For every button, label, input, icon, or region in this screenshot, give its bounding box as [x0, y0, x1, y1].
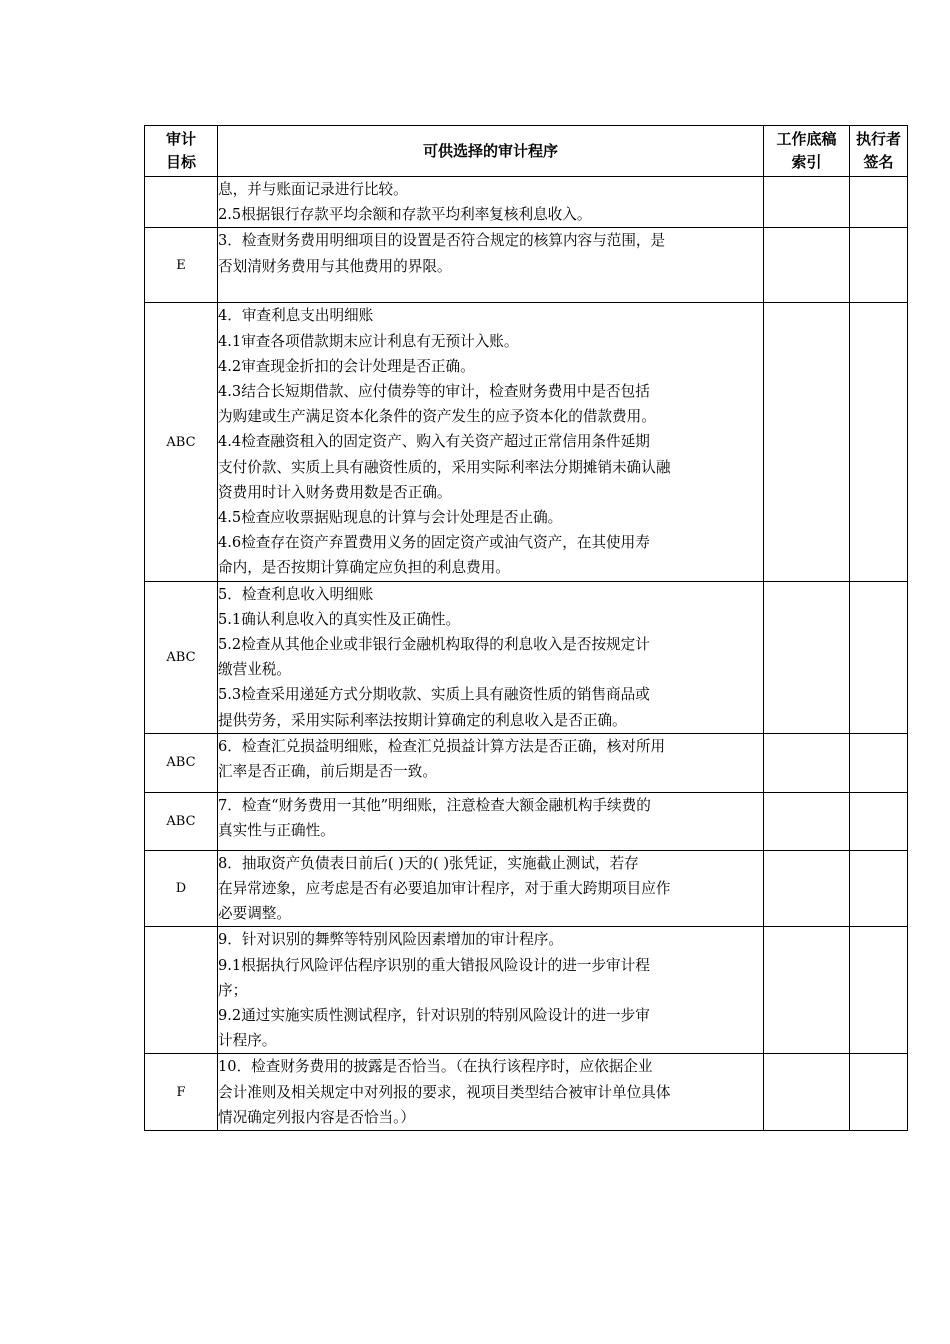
objective-cell: F	[145, 1054, 218, 1131]
procedure-line: 为购建或生产满足资本化条件的资产发生的应予资本化的借款费用。	[218, 408, 656, 426]
audit-procedure-table	[144, 125, 908, 1131]
workpaper-index-cell[interactable]	[764, 792, 850, 850]
procedure-line: 4．审查利息支出明细账	[218, 307, 374, 325]
procedure-line: 息，并与账面记录进行比较。	[218, 181, 408, 198]
procedure-line: 4.3结合长短期借款、应付债券等的审计，检查财务费用中是否包括	[218, 383, 650, 401]
procedure-row	[145, 581, 908, 733]
objective-cell: ABC	[145, 303, 218, 581]
executor-signature-cell[interactable]	[850, 581, 908, 733]
procedure-cell	[218, 792, 764, 850]
objective-cell: ABC	[145, 733, 218, 792]
objective-cell: ABC	[145, 792, 218, 850]
procedure-line: 真实性与正确性。	[218, 822, 335, 840]
objective-cell: D	[145, 850, 218, 927]
executor-signature-cell[interactable]	[850, 850, 908, 927]
header-row	[145, 126, 908, 177]
executor-signature-cell[interactable]	[850, 927, 908, 1054]
procedure-line: 否划清财务费用与其他费用的界限。	[218, 257, 452, 275]
procedure-line: 缴营业税。	[218, 661, 291, 679]
procedure-line: 4.5检查应收票据贴现息的计算与会计处理是否止确。	[218, 509, 563, 527]
procedure-line: 9.2通过实施实质性测试程序，针对识别的特别风险设计的进一步审	[218, 1007, 650, 1025]
procedure-line: 资费用时计入财务费用数是否正确。	[218, 483, 452, 501]
procedure-line: 6．检查汇兑损益明细账，检查汇兑损益计算方法是否正确，核对所用	[218, 737, 666, 755]
procedure-line: 7．检查“财务费用一其他”明细账，注意检查大额金融机构手续费的	[218, 796, 651, 814]
workpaper-index-cell[interactable]	[764, 850, 850, 927]
procedure-line: 命内，是否按期计算确定应负担的利息费用。	[218, 559, 510, 577]
procedure-line: 在异常迹象，应考虑是否有必要追加审计程序，对于重大跨期项目应作	[218, 880, 671, 898]
workpaper-index-cell[interactable]	[764, 303, 850, 581]
procedure-cell	[218, 228, 764, 303]
procedure-cell	[218, 927, 764, 1054]
procedure-line: 情况确定列报内容是否恰当。）	[218, 1108, 416, 1126]
executor-signature-cell[interactable]	[850, 303, 908, 581]
procedure-line: 3．检查财务费用明细项目的设置是否符合规定的核算内容与范围，是	[218, 232, 666, 250]
procedure-cell	[218, 850, 764, 927]
workpaper-index-cell[interactable]	[764, 927, 850, 1054]
procedure-cell	[218, 303, 764, 581]
procedure-cell	[218, 1054, 764, 1131]
workpaper-index-cell[interactable]	[764, 177, 850, 228]
procedure-line: 8．抽取资产负债表日前后( )天的( )张凭证，实施截止测试，若存	[218, 854, 639, 872]
procedure-row	[145, 850, 908, 927]
header-workpaper-index: 工作底稿 索引	[764, 126, 850, 177]
procedure-row	[145, 1054, 908, 1131]
executor-signature-cell[interactable]	[850, 1054, 908, 1131]
workpaper-index-cell[interactable]	[764, 1054, 850, 1131]
executor-signature-cell[interactable]	[850, 792, 908, 850]
header-objective: 审计 目标	[145, 126, 218, 177]
procedure-row	[145, 927, 908, 1054]
procedure-line: 汇率是否正确，前后期是否一致。	[218, 763, 437, 781]
objective-cell: ABC	[145, 581, 218, 733]
procedure-line: 支付价款、实质上具有融资性质的，采用实际利率法分期摊销未确认融	[218, 458, 671, 476]
objective-cell: E	[145, 228, 218, 303]
workpaper-index-cell[interactable]	[764, 733, 850, 792]
procedure-line: 9．针对识别的舞弊等特别风险因素增加的审计程序。	[218, 931, 563, 949]
procedure-line: 4.1审查各项借款期末应计利息有无预计入账。	[218, 332, 519, 350]
header-executor-signature: 执行者 签名	[850, 126, 908, 177]
procedure-cell	[218, 733, 764, 792]
procedure-line: 5.1确认利息收入的真实性及正确性。	[218, 610, 461, 628]
executor-signature-cell[interactable]	[850, 177, 908, 228]
workpaper-index-cell[interactable]	[764, 581, 850, 733]
workpaper-index-cell[interactable]	[764, 228, 850, 303]
procedure-cell	[218, 581, 764, 733]
procedure-row	[145, 177, 908, 228]
procedure-line: 4.2审查现金折扣的会计处理是否正确。	[218, 357, 475, 375]
procedure-row	[145, 303, 908, 581]
procedure-line: 9.1根据执行风险评估程序识别的重大错报风险设计的进一步审计程	[218, 956, 650, 974]
procedure-line: 2.5根据银行存款平均余额和存款平均利率复核利息收入。	[218, 206, 592, 224]
procedure-line: 提供劳务，采用实际利率法按期计算确定的利息收入是否正确。	[218, 711, 627, 729]
procedure-row	[145, 733, 908, 792]
procedure-line: 序；	[218, 981, 248, 999]
procedure-row	[145, 228, 908, 303]
procedure-line: 5.2检查从其他企业或非银行金融机构取得的利息收入是否按规定计	[218, 636, 650, 654]
procedure-cell	[218, 177, 764, 228]
procedure-line: 4.6检查存在资产弃置费用义务的固定资产或油气资产，在其使用寿	[218, 534, 650, 552]
procedure-line: 5.3检查采用递延方式分期收款、实质上具有融资性质的销售商品或	[218, 686, 650, 704]
procedure-line: 会计准则及相关规定中对列报的要求，视项目类型结合被审计单位具体	[218, 1083, 671, 1101]
header-procedure: 可供选择的审计程序	[218, 126, 764, 177]
procedure-row	[145, 792, 908, 850]
procedure-line: 必要调整。	[218, 905, 291, 923]
objective-cell	[145, 927, 218, 1054]
objective-cell	[145, 177, 218, 228]
procedure-line: 10．检查财务费用的披露是否恰当。（在执行该程序时，应依据企业	[218, 1058, 653, 1076]
executor-signature-cell[interactable]	[850, 733, 908, 792]
executor-signature-cell[interactable]	[850, 228, 908, 303]
procedure-line: 5．检查利息收入明细账	[218, 585, 374, 603]
procedure-line: 计程序。	[218, 1032, 277, 1050]
procedure-line: 4.4检查融资租入的固定资产、购入有关资产超过正常信用条件延期	[218, 433, 650, 451]
